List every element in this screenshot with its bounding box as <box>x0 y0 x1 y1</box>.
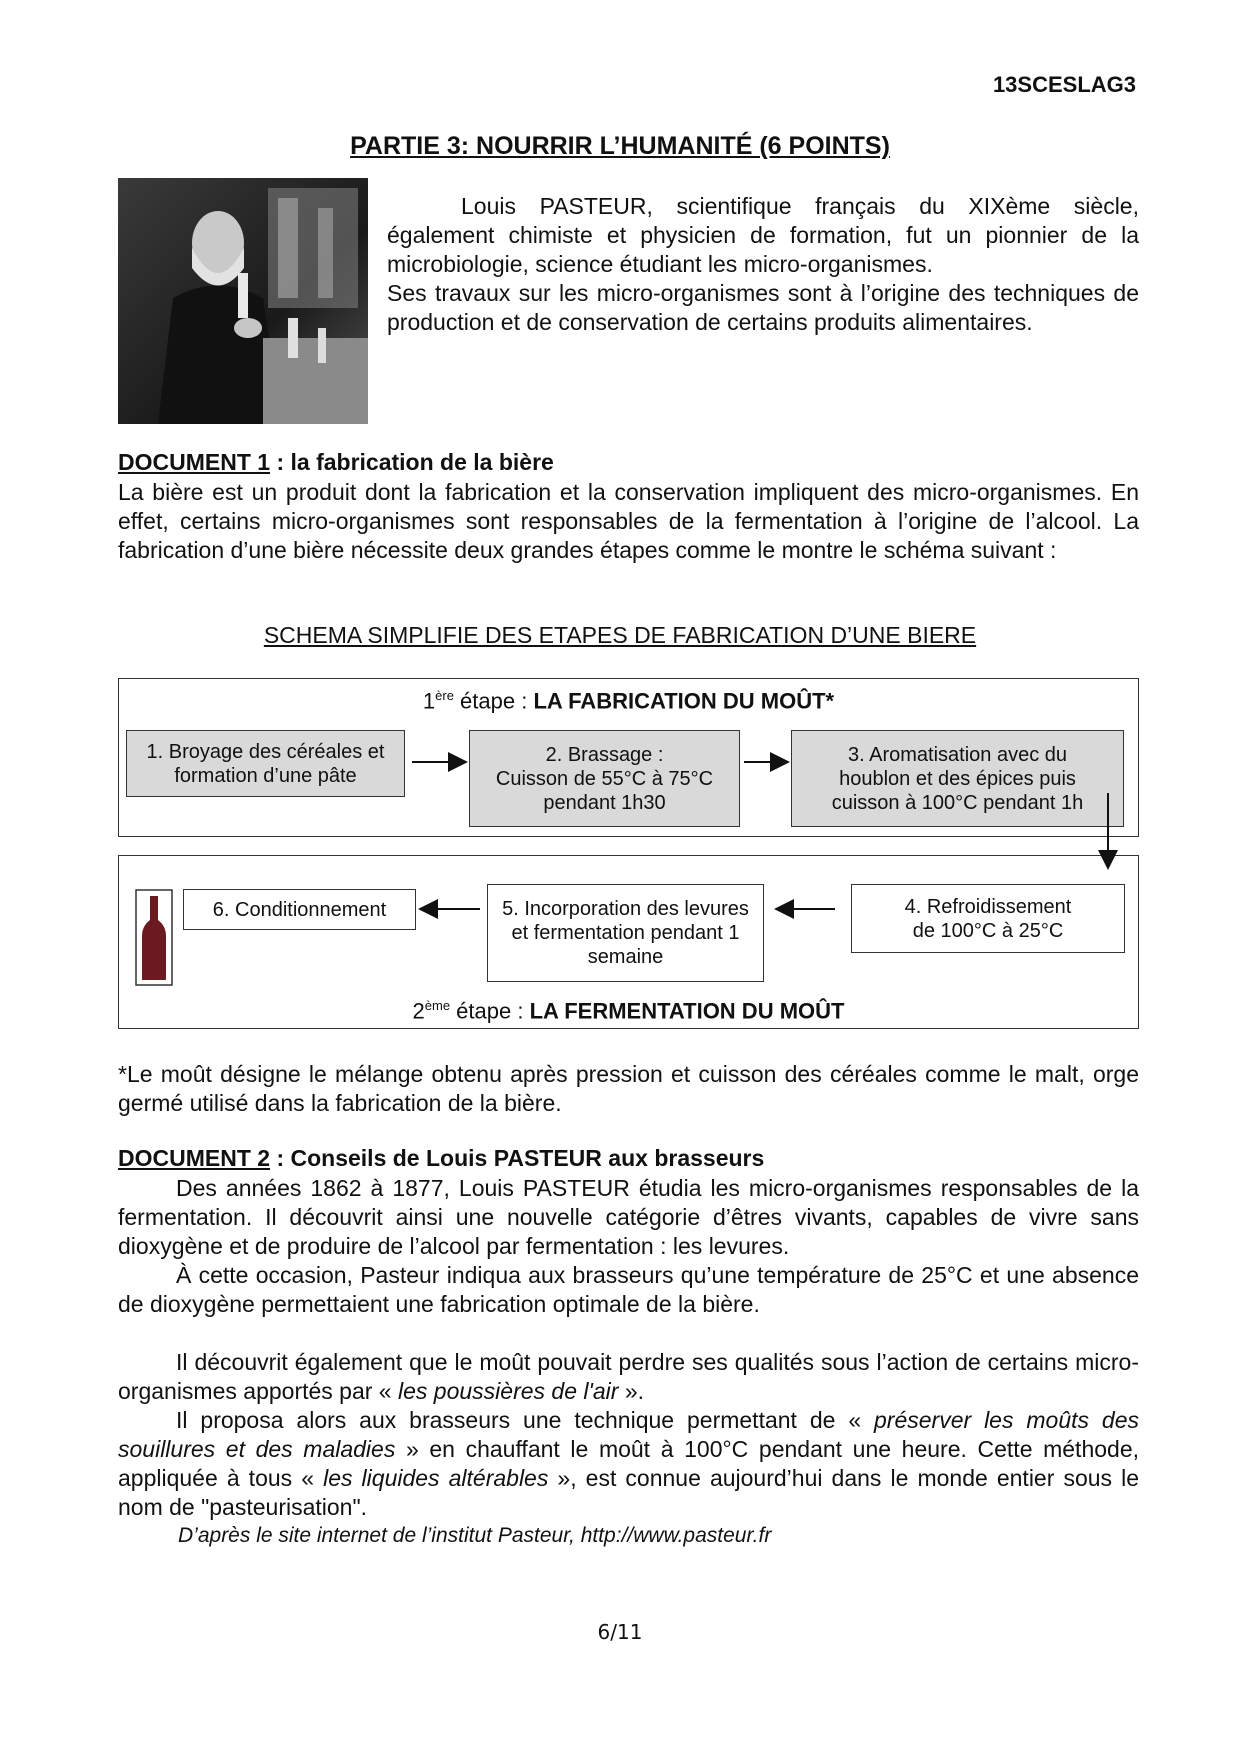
document-2-title: : Conseils de Louis PASTEUR aux brasseurs <box>270 1145 765 1171</box>
schema-title: SCHEMA SIMPLIFIE DES ETAPES DE FABRICATION D’UNE BIERE <box>263 622 977 648</box>
source-citation: D’après le site internet de l’institut Pasteur, http://www.pasteur.fr <box>178 1524 772 1547</box>
document-2-paragraph-3 <box>118 1348 1139 1406</box>
step-2-box <box>469 730 740 827</box>
document-code: 13SCESLAG3 <box>992 72 1136 97</box>
stage-2-sup: ème <box>424 998 451 1013</box>
step-3-text: 3. Aromatisation avec du houblon et des épices puis cuisson à 100°C pendant 1h <box>831 743 1084 814</box>
step-6-text: 6. Conditionnement <box>212 898 387 921</box>
document-1-heading <box>118 449 1139 476</box>
document-1-title: : la fabrication de la bière <box>270 449 554 475</box>
document-1-label: DOCUMENT 1 <box>118 449 271 475</box>
document-1 <box>118 449 1139 565</box>
p3-text-a: Il découvrit également que le moût pouvait perdre ses qualités sous l’action de certains micro-organismes apportés par « <box>118 1349 1139 1404</box>
document-1-text: La bière est un produit dont la fabrication et la conservation impliquent des micro-organismes. En effet, certains micro-organismes sont responsables de la fermentation à l’origine de l’alcool. La fabrication d’une bière nécessite deux grandes étapes comme le montre le schéma suivant : <box>118 479 1139 563</box>
step-1-text: 1. Broyage des céréales et formation d’une pâte <box>146 740 385 787</box>
stage-1-title <box>118 688 1139 714</box>
stage-2-number: 2 <box>412 998 425 1024</box>
part-title: PARTIE 3: NOURRIR L’HUMANITÉ (6 POINTS) <box>350 132 890 160</box>
stage-1-sup: ère <box>435 688 454 703</box>
step-5-text: 5. Incorporation des levures et fermentation pendant 1 semaine <box>502 898 749 968</box>
page-number: 6/11 <box>597 1620 643 1644</box>
p4-text-a: Il proposa alors aux brasseurs une technique permettant de « <box>176 1407 875 1433</box>
stage-2-word: étape : <box>450 998 530 1024</box>
document-2-paragraph-4 <box>118 1406 1139 1522</box>
document-2-paragraph-2: À cette occasion, Pasteur indiqua aux brasseurs qu’une température de 25°C et une absence de dioxygène permettaient une fabrication optimale de la bière. <box>118 1262 1139 1317</box>
footnote: *Le moût désigne le mélange obtenu après pression et cuisson des céréales comme le malt, orge germé utilisé dans la fabrication de la bière. <box>118 1061 1139 1116</box>
step-2-text: Cuisson de 55°C à 75°C pendant 1h30 <box>495 767 714 814</box>
pasteur-photo <box>118 178 368 424</box>
p4-text-b: » en chauffant le moût à 100°C pendant une heure. Cette méthode, appliquée à tous « <box>118 1436 1140 1491</box>
document-2-label: DOCUMENT 2 <box>118 1145 271 1171</box>
stage-2-title <box>118 998 1139 1024</box>
p4-text-c: », est connue aujourd’hui dans le monde entier sous le nom de "pasteurisation". <box>118 1465 1139 1520</box>
intro-paragraph-2: Ses travaux sur les micro-organismes sont à l’origine des techniques de production et de conservation de certains produits alimentaires. <box>387 280 1139 335</box>
stage-1-number: 1 <box>422 688 436 714</box>
step-4-box <box>851 884 1125 953</box>
stage-1-name: LA FABRICATION DU MOÛT* <box>533 688 835 714</box>
stage-2-name: LA FERMENTATION DU MOÛT <box>529 998 845 1024</box>
step-4-title: 4. Refroidissement <box>904 895 1072 918</box>
step-1-box <box>126 730 405 797</box>
p4-quote-1: préserver les moûts des souillures et des maladies <box>118 1407 1139 1462</box>
intro-text <box>387 192 1139 337</box>
step-2-title: 2. Brassage : <box>545 743 664 766</box>
step-6-box <box>183 889 416 930</box>
intro-paragraph-1: Louis PASTEUR, scientifique français du XIXème siècle, également chimiste et physicien de formation, fut un pionnier de la microbiologie, science étudiant les micro-organismes. <box>387 193 1139 277</box>
p3-text-b: ». <box>618 1378 645 1404</box>
stage-1-word: étape : <box>453 688 534 714</box>
document-2 <box>118 1145 1139 1548</box>
p4-quote-2: les liquides altérables <box>323 1465 549 1491</box>
document-2-heading <box>118 1145 1139 1172</box>
step-3-box <box>791 730 1124 827</box>
p3-quote: les poussières de l'air <box>398 1378 619 1404</box>
step-4-text: de 100°C à 25°C <box>912 919 1064 942</box>
step-5-box <box>487 884 764 982</box>
document-2-paragraph-1: Des années 1862 à 1877, Louis PASTEUR étudia les micro-organismes responsables de la fermentation. Il découvrit ainsi une nouvelle catégorie d’êtres vivants, capables de vivre sans dioxygène et de produire de l’alcool par fermentation : les levures. <box>118 1175 1139 1259</box>
